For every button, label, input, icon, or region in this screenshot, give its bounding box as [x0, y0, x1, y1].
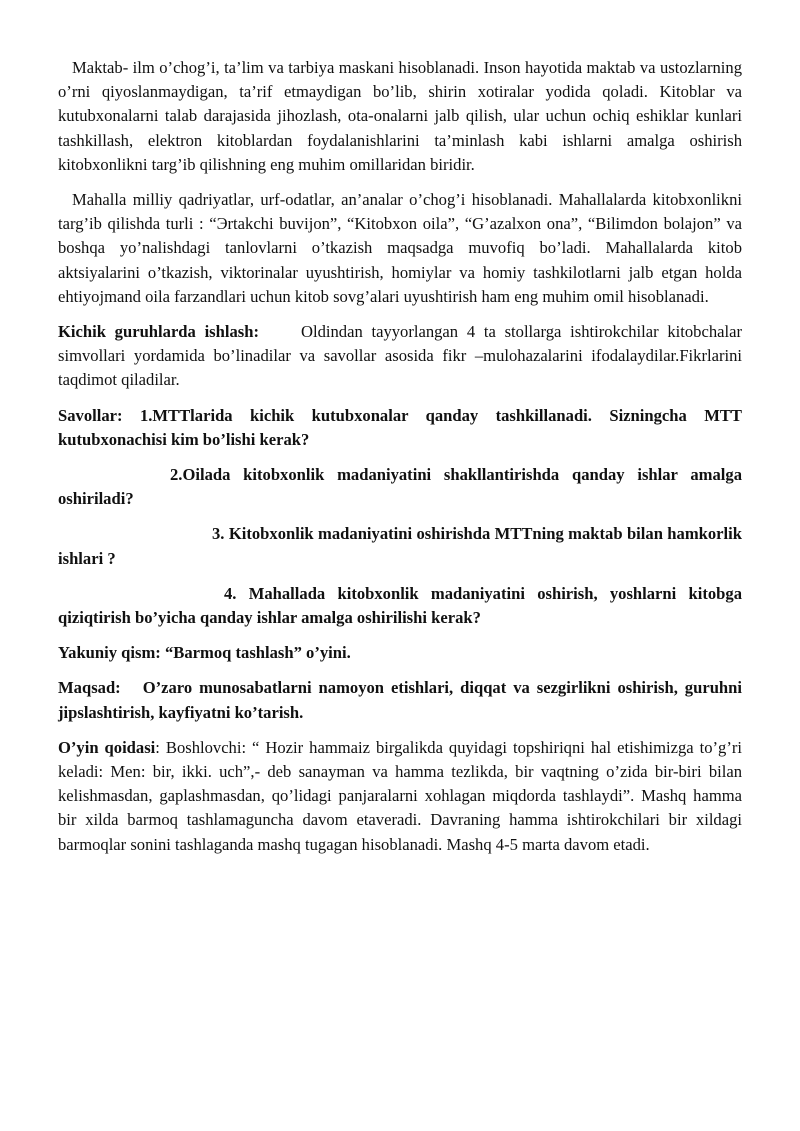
question-1-text: 1.MTTlarida kichik kutubxonalar qanday tashkillanadi. Sizningcha MTT kutubxonachisi kim bo’lishi kerak?: [58, 405, 742, 449]
maqsad-text: O’zaro munosabatlarni namoyon etishlari, diqqat va sezgirlikni oshirish, guruhni jipslashtirish, kayfiyatni ko’tarish.: [58, 678, 742, 722]
savollar-label: Savollar:: [58, 405, 123, 425]
yakuniy-qism: Yakuniy qism: “Barmoq tashlash” o’yini.: [58, 643, 351, 663]
paragraph-mahalla: Mahalla milliy qadriyatlar, urf-odatlar, an’analar o’chog’i hisoblanadi. Mahallalarda kitobxonlikni targ’ib qilishda turli : “Эrtakchi buvijon”, “Kitobxon oila”, “G’azalxon ona”, “Bilimdon bolajon” va boshqa yo’nalishdagi tanlovlarni o’tkazish maqsadga muvofiq bo’ladi. Mahallalarda kitob aktsiyalarini o’tkazish, viktorinalar uyushtirish, homiylar va homiy tashkilotlarni jalb etgan holda ehtiyojmand oila farzandlari uchun kitob sovg’alari uyushtirish ham eng muhim omil hisoblanadi.: [58, 190, 742, 306]
paragraph-maqsad: [58, 676, 742, 724]
paragraph-maktab: Maktab- ilm o’chog’i, ta’lim va tarbiya maskani hisoblanadi. Inson hayotida maktab va ustozlarning o’rni qiyoslanmaydigan, ta’rif etmaydigan bo’lib, shirin xotiralar yodida qoladi. Kitoblar va kutubxonalarni talab darajasida jihozlash, ota-onalarni jalb qilish, ular uchun ochiq eshiklar kunlari tashkillash, elektron kitoblardan foydalanishlarini ta’minlash kabi ishlarni amalga oshirish kitobxonlikni targ’ib qilishning eng muhim omillaridan biridir.: [58, 58, 742, 174]
question-1: [58, 404, 742, 452]
oyin-qoidasi-label: O’yin qoidasi: [58, 737, 156, 757]
kichik-guruhlar-label: Kichik guruhlarda ishlash:: [58, 322, 259, 342]
question-4: 4. Mahallada kitobxonlik madaniyatini oshirish, yoshlarni kitobga qiziqtirish bo’yicha qanday ishlar amalga oshirilishi kerak?: [58, 583, 742, 628]
question-3: 3. Kitobxonlik madaniyatini oshirishda MTTning maktab bilan hamkorlik ishlari ?: [58, 524, 742, 568]
kichik-guruhlar-text: Oldindan tayyorlangan 4 ta stollarga ishtirokchilar kitobchalar simvollari yordamida bo’linadilar va savollar asosida fikr –mulohazalarini ifodalaydilar.Fikrlarini taqdimot qiladilar.: [58, 322, 742, 390]
paragraph-kichik-guruhlar: [58, 320, 742, 393]
question-2: 2.Oilada kitobxonlik madaniyatini shakllantirishda qanday ishlar amalga oshiriladi?: [58, 465, 742, 509]
paragraph-oyin-qoidasi: [58, 736, 742, 857]
oyin-qoidasi-text: : Boshlovchi: “ Hozir hammaiz birgalikda quyidagi topshiriqni hal etishimizga to’g’ri keladi: Men: bir, ikki. uch”,- deb sanayman va hamma tezlikda, bir vaqtning o’zida bir-biri bilan kelishmasdan, gaplashmasdan, qo’lidagi panjaralarni xohlagan miqdorda tashlaydi”. Mashq hamma bir xilda barmoq tashlamaguncha davom etaveradi. Davraning hamma ishtirokchilari bir xildagi barmoqlar sonini tashlaganda mashq tugagan hisoblanadi. Mashq 4-5 marta davom etadi.: [58, 737, 742, 854]
maqsad-label: Maqsad:: [58, 678, 121, 698]
